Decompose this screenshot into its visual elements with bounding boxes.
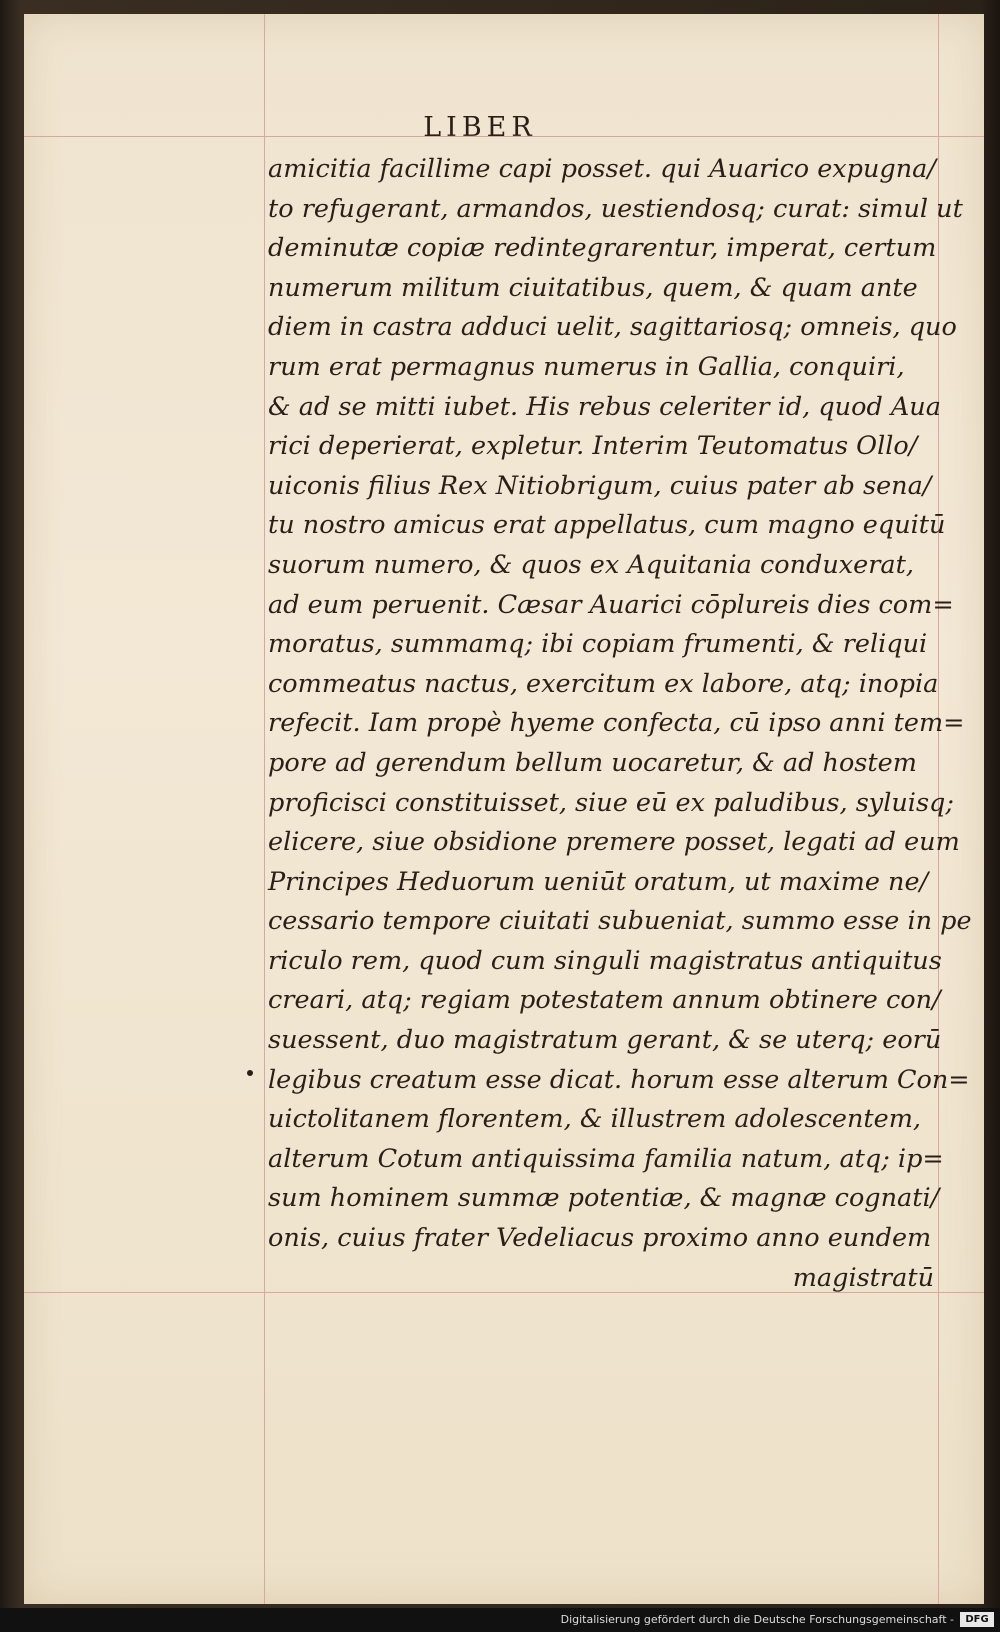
text-line: tu nostro amicus erat appellatus, cum magno equitū	[268, 510, 946, 541]
text-line: pore ad gerendum bellum uocaretur, & ad hostem	[268, 747, 917, 778]
text-line: refecit. Iam propè hyeme confecta, cū ipso anni tem=	[268, 708, 965, 739]
running-head: LIBER	[423, 112, 537, 143]
text-line: cessario tempore ciuitati subueniat, summo esse in pe	[268, 906, 972, 937]
digitization-footer	[0, 1608, 1000, 1632]
margin-rule-left	[264, 14, 265, 1604]
body-text	[268, 150, 972, 1298]
text-line: ad eum peruenit. Cæsar Auarici cōplureis dies com=	[268, 589, 954, 620]
text-line: suessent, duo magistratum gerant, & se uterq; eorū	[268, 1025, 942, 1056]
footer-credit-text: Digitalisierung gefördert durch die Deutsche Forschungsgemeinschaft -	[560, 1613, 954, 1626]
text-line: alterum Cotum antiquissima familia natum, atq; ip=	[268, 1143, 944, 1174]
marginal-dot	[247, 1070, 253, 1076]
text-line: & ad se mitti iubet. His rebus celeriter id, quod Aua	[268, 391, 941, 422]
text-line: amicitia facillime capi posset. qui Auarico expugna/	[268, 154, 936, 184]
text-line: suorum numero, & quos ex Aquitania conduxerat,	[268, 549, 914, 580]
text-line: sum hominem summæ potentiæ, & magnæ cognati/	[268, 1183, 940, 1214]
text-line: numerum militum ciuitatibus, quem, & quam ante	[268, 272, 918, 303]
text-line: elicere, siue obsidione premere posset, legati ad eum	[268, 827, 960, 858]
text-line: onis, cuius frater Vedeliacus proximo anno eundem	[268, 1223, 932, 1254]
catchword: magistratū	[792, 1262, 934, 1293]
text-line: Principes Heduorum ueniūt oratum, ut maxime ne/	[268, 866, 929, 897]
text-line: legibus creatum esse dicat. horum esse alterum Con=	[268, 1064, 970, 1095]
text-line: commeatus nactus, exercitum ex labore, atq; inopia	[268, 668, 939, 699]
text-line: rum erat permagnus numerus in Gallia, conquiri,	[268, 351, 905, 382]
text-line: uictolitanem florentem, & illustrem adolescentem,	[268, 1104, 922, 1135]
text-line: uiconis filius Rex Nitiobrigum, cuius pater ab sena/	[268, 470, 932, 501]
text-line: to refugerant, armandos, uestiendosq; curat: simul ut	[268, 193, 963, 224]
dfg-logo: DFG	[960, 1612, 994, 1627]
text-line: deminutæ copiæ redintegrarentur, imperat, certum	[268, 233, 937, 264]
text-line: creari, atq; regiam potestatem annum obtinere con/	[268, 985, 941, 1016]
text-line: diem in castra adduci uelit, sagittariosq; omneis, quo	[268, 312, 957, 343]
text-line: moratus, summamq; ibi copiam frumenti, & reliqui	[268, 629, 928, 660]
text-line: proficisci constituisset, siue eū ex paludibus, syluisq;	[268, 787, 954, 818]
text-line: rici deperierat, expletur. Interim Teutomatus Ollo/	[268, 431, 918, 462]
text-line: riculo rem, quod cum singuli magistratus antiquitus	[268, 945, 942, 976]
